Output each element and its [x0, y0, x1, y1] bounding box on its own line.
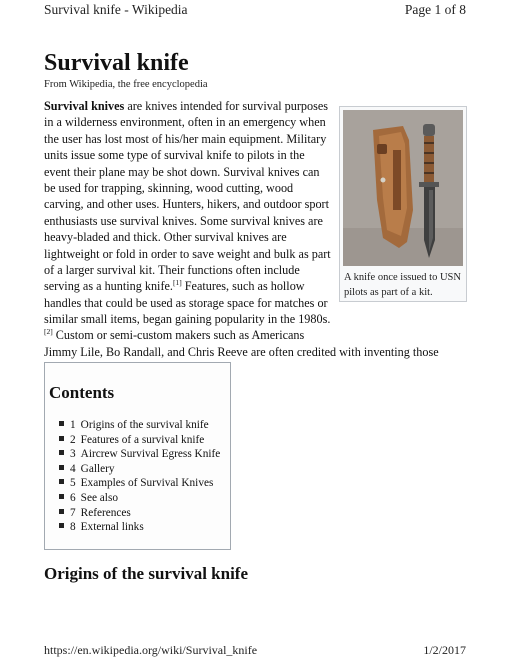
paragraph-line: [44, 114, 464, 130]
toc-item[interactable]: [59, 418, 220, 433]
citation-link[interactable]: [1]: [172, 278, 182, 288]
toc-item-number: 1: [70, 419, 76, 431]
article: [44, 50, 464, 583]
toc-item[interactable]: [59, 476, 220, 491]
intro-paragraph: [44, 98, 464, 377]
paragraph-line: [44, 311, 464, 327]
bullet-icon: [59, 494, 64, 499]
toc-title: Contents: [49, 383, 115, 402]
toc-item[interactable]: [59, 506, 220, 521]
line-text: be used for trapping, skinning, wood cutting, wood: [44, 180, 294, 195]
line-text: Custom or semi-custom makers such as Americans: [52, 328, 305, 343]
thumbnail-caption: A knife once issued to USN pilots as part of a kit.: [344, 272, 461, 298]
paragraph-line: [44, 229, 464, 245]
toc-item-label[interactable]: Aircrew Survival Egress Knife: [80, 448, 221, 461]
toc-item-label[interactable]: External links: [80, 521, 144, 534]
paragraph-line: [44, 327, 464, 343]
paragraph-line: [44, 98, 464, 114]
paragraph-line: [44, 196, 464, 212]
toc-item-number: 3: [70, 448, 76, 461]
bullet-icon: [59, 509, 64, 514]
tagline: From Wikipedia, the free encyclopedia: [44, 79, 208, 90]
toc-item[interactable]: [59, 491, 220, 506]
line-text: Jimmy Lile, Bo Randall, and Chris Reeve are often credited with inventing those: [44, 344, 439, 359]
bullet-icon: [59, 421, 64, 426]
paragraph-line: [44, 213, 464, 229]
paragraph-line: [44, 164, 464, 180]
line-text: in a wilderness environment, often in an emergency when: [44, 115, 326, 130]
print-footer-url: https://en.wikipedia.org/wiki/Survival_knife: [44, 643, 258, 657]
toc-item-number: 7: [70, 506, 76, 519]
toc-item-number: 4: [70, 462, 76, 475]
line-text: units issue some type of survival knife to pilots in the: [44, 148, 305, 163]
table-of-contents: [44, 362, 231, 550]
toc-item-number: 5: [70, 477, 76, 490]
toc-item-number: 2: [70, 433, 76, 446]
page-title: Survival knife: [44, 50, 189, 76]
line-text: event their plane may be shot down. Survival knives can: [44, 164, 320, 179]
line-text: of a larger survival kit. Their functions often include: [44, 262, 300, 277]
line-text: lightweight or fold in order to save weight and bulk as part: [44, 246, 331, 261]
toc-item-label[interactable]: Gallery: [80, 462, 115, 475]
bold-term: Survival knives: [44, 99, 125, 113]
print-header: [44, 2, 466, 20]
line-text: serving as a hunting knife.: [44, 279, 173, 294]
paragraph-line: [44, 180, 464, 196]
bullet-icon: [59, 479, 64, 484]
print-header-title: Survival knife - Wikipedia: [44, 2, 188, 17]
toc-item[interactable]: [59, 520, 220, 535]
paragraph-line: [44, 246, 464, 262]
line-text: are knives intended for survival purposes: [124, 99, 329, 113]
toc-item-label[interactable]: References: [80, 506, 131, 519]
bullet-icon: [59, 436, 64, 441]
line-text: the user has lost most of his/her main equipment. Military: [44, 131, 327, 146]
bullet-icon: [59, 523, 64, 528]
print-header-page-number: Page 1 of 8: [404, 2, 466, 17]
paragraph-line: [44, 147, 464, 163]
toc-item-label[interactable]: See also: [80, 491, 118, 504]
toc-item[interactable]: [59, 462, 220, 477]
paragraph-line: [44, 344, 464, 360]
line-text: enthusiasts use survival knives. Some survival knives are: [44, 213, 323, 228]
paragraph-line: [44, 131, 464, 147]
line-text: heavy-bladed and thick. Other survival knives are: [44, 230, 287, 245]
print-footer-date: 1/2/2017: [423, 643, 466, 657]
bullet-icon: [59, 465, 64, 470]
toc-item[interactable]: [59, 433, 220, 448]
toc-item-label[interactable]: Origins of the survival knife: [80, 419, 209, 431]
line-text: handles that could be used as storage space for matches or: [44, 295, 328, 310]
toc-item-number: 8: [70, 521, 76, 534]
line-text: Features, such as hollow: [181, 279, 305, 294]
paragraph-line: [44, 262, 464, 278]
line-text: carving, and other uses. Hunters, hikers, and outdoor sport: [44, 197, 329, 212]
paragraph-line: [44, 295, 464, 311]
toc-item-number: 6: [70, 491, 76, 504]
print-footer: [44, 643, 466, 659]
toc-item-label[interactable]: Examples of Survival Knives: [80, 477, 214, 490]
bullet-icon: [59, 450, 64, 455]
section-heading-origins: Origins of the survival knife: [44, 564, 249, 583]
toc-item[interactable]: [59, 447, 220, 462]
line-text: similar small items, began gaining popularity in the 1980s.: [44, 312, 331, 327]
citation-link[interactable]: [2]: [44, 327, 53, 337]
paragraph-line: [44, 278, 464, 294]
toc-list: [59, 418, 220, 535]
toc-item-label[interactable]: Features of a survival knife: [80, 433, 205, 446]
